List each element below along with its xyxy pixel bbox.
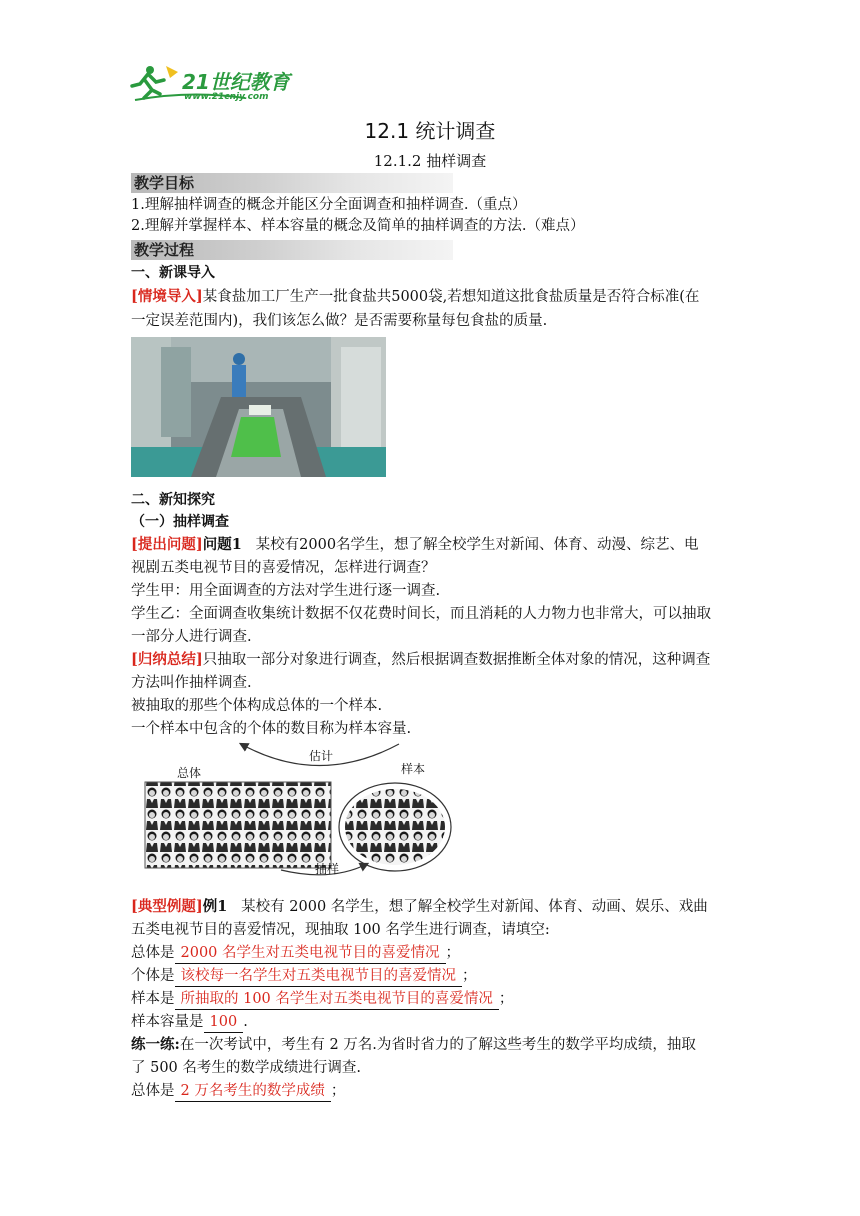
- example-q3: [131, 989, 513, 1010]
- intro-text-1: 某食盐加工厂生产一批食盐共5000袋,若想知道这批食盐质量是否符合标准(在: [202, 289, 700, 305]
- diagram-population-label: 总体: [177, 766, 202, 780]
- example-q1: [131, 943, 460, 964]
- example-q4: [131, 1012, 248, 1033]
- practice-answer-1: 2 万名考生的数学成绩: [180, 1083, 325, 1099]
- practice-q1-end: ；: [330, 1083, 346, 1099]
- logo-url: www.21cnjy.com: [184, 92, 269, 102]
- summary-tag: [归纳总结]: [131, 651, 203, 668]
- summary-s2: 一个样本中包含的个体的数目称为样本容量.: [131, 721, 412, 737]
- answer-4: 100: [209, 1014, 238, 1030]
- q4-label: 样本容量是: [131, 1014, 204, 1030]
- intro-line-1: [131, 287, 699, 307]
- problem-line-1: [131, 535, 699, 555]
- logo: [130, 60, 300, 105]
- diagram-sampling-label: 抽样: [315, 862, 340, 876]
- answer-blank-1: [175, 943, 446, 964]
- problem-text-1: 某校有2000名学生，想了解全校学生对新闻、体育、动漫、综艺、电: [255, 537, 699, 553]
- practice-label: 练一练:: [131, 1036, 180, 1053]
- summary-line-2: 方法叫作抽样调查.: [131, 675, 252, 691]
- q1-label: 总体是: [131, 945, 175, 961]
- section-goals-heading: 教学目标: [131, 173, 453, 193]
- example-tag: [典型例题]: [131, 898, 203, 915]
- q3-label: 样本是: [131, 991, 175, 1007]
- diagram-sample-label: 样本: [401, 762, 426, 776]
- answer-1: 2000 名学生对五类电视节目的喜爱情况: [180, 945, 440, 961]
- q1-end: ；: [445, 945, 461, 961]
- student-a: 学生甲：用全面调查的方法对学生进行逐一调查.: [131, 583, 441, 599]
- part1-heading: 一、新课导入: [131, 265, 215, 281]
- problem-line-2: 视剧五类电视节目的喜爱情况，怎样进行调查？: [131, 560, 436, 576]
- student-b-2: 一部分人进行调查.: [131, 629, 252, 645]
- diagram-estimate-label: 估计: [309, 749, 334, 763]
- practice-q1-label: 总体是: [131, 1083, 175, 1099]
- answer-2: 该校每一名学生对五类电视节目的喜爱情况: [180, 968, 456, 984]
- answer-3: 所抽取的 100 名学生对五类电视节目的喜爱情况: [180, 991, 493, 1007]
- summary-text-1: 只抽取一部分对象进行调查，然后根据调查数据推断全体对象的情况，这种调查: [202, 652, 711, 668]
- sampling-diagram: [131, 742, 461, 882]
- intro-tag: [情境导入]: [131, 288, 203, 305]
- section-process-heading: 教学过程: [131, 240, 453, 260]
- practice-line-1: [131, 1035, 696, 1055]
- example-text-1: 某校有 2000 名学生，想了解全校学生对新闻、体育、动画、娱乐、戏曲: [241, 899, 708, 915]
- practice-text-1: 在一次考试中，考生有 2 万名.为省时省力的了解这些考生的数学平均成绩，抽取: [179, 1037, 696, 1053]
- q2-label: 个体是: [131, 968, 175, 984]
- student-b-1: 学生乙：全面调查收集统计数据不仅花费时间长，而且消耗的人力物力也非常大，可以抽取: [131, 606, 711, 622]
- example-line-2: 五类电视节目的喜爱情况，现抽取 100 名学生进行调查，请填空:: [131, 922, 550, 938]
- goal-1: 1.理解抽样调查的概念并能区分全面调查和抽样调查.（重点）: [131, 197, 527, 213]
- answer-blank-2: [175, 966, 463, 987]
- example-line-1: [131, 897, 708, 917]
- practice-answer-blank-1: [175, 1081, 331, 1102]
- example-q2: [131, 966, 477, 987]
- logo-brand: 21世纪教育: [182, 70, 290, 94]
- answer-blank-4: [204, 1012, 244, 1033]
- part2-heading: 二、新知探究: [131, 492, 215, 508]
- sub1-heading: （一）抽样调查: [131, 514, 229, 530]
- factory-photo: [131, 337, 386, 477]
- summary-line-1: [131, 650, 710, 670]
- practice-line-2: 了 500 名考生的数学成绩进行调查.: [131, 1060, 362, 1076]
- problem-tag: [提出问题]: [131, 536, 203, 553]
- page-subtitle: 12.1.2 抽样调查: [373, 152, 487, 170]
- problem-label: 问题1: [202, 536, 242, 553]
- summary-s1: 被抽取的那些个体构成总体的一个样本.: [131, 698, 383, 714]
- page-title: 12.1 统计调查: [364, 119, 496, 143]
- intro-line-2: 一定误差范围内)，我们该怎么做？是否需要称量每包食盐的质量.: [131, 313, 548, 329]
- q4-end: .: [243, 1014, 248, 1030]
- answer-blank-3: [175, 989, 499, 1010]
- q2-end: ；: [462, 968, 477, 984]
- q3-end: ；: [498, 991, 514, 1007]
- practice-q1: [131, 1081, 345, 1102]
- example-label: 例1: [202, 898, 228, 915]
- goal-2: 2.理解并掌握样本、样本容量的概念及简单的抽样调查的方法.（难点）: [131, 218, 585, 234]
